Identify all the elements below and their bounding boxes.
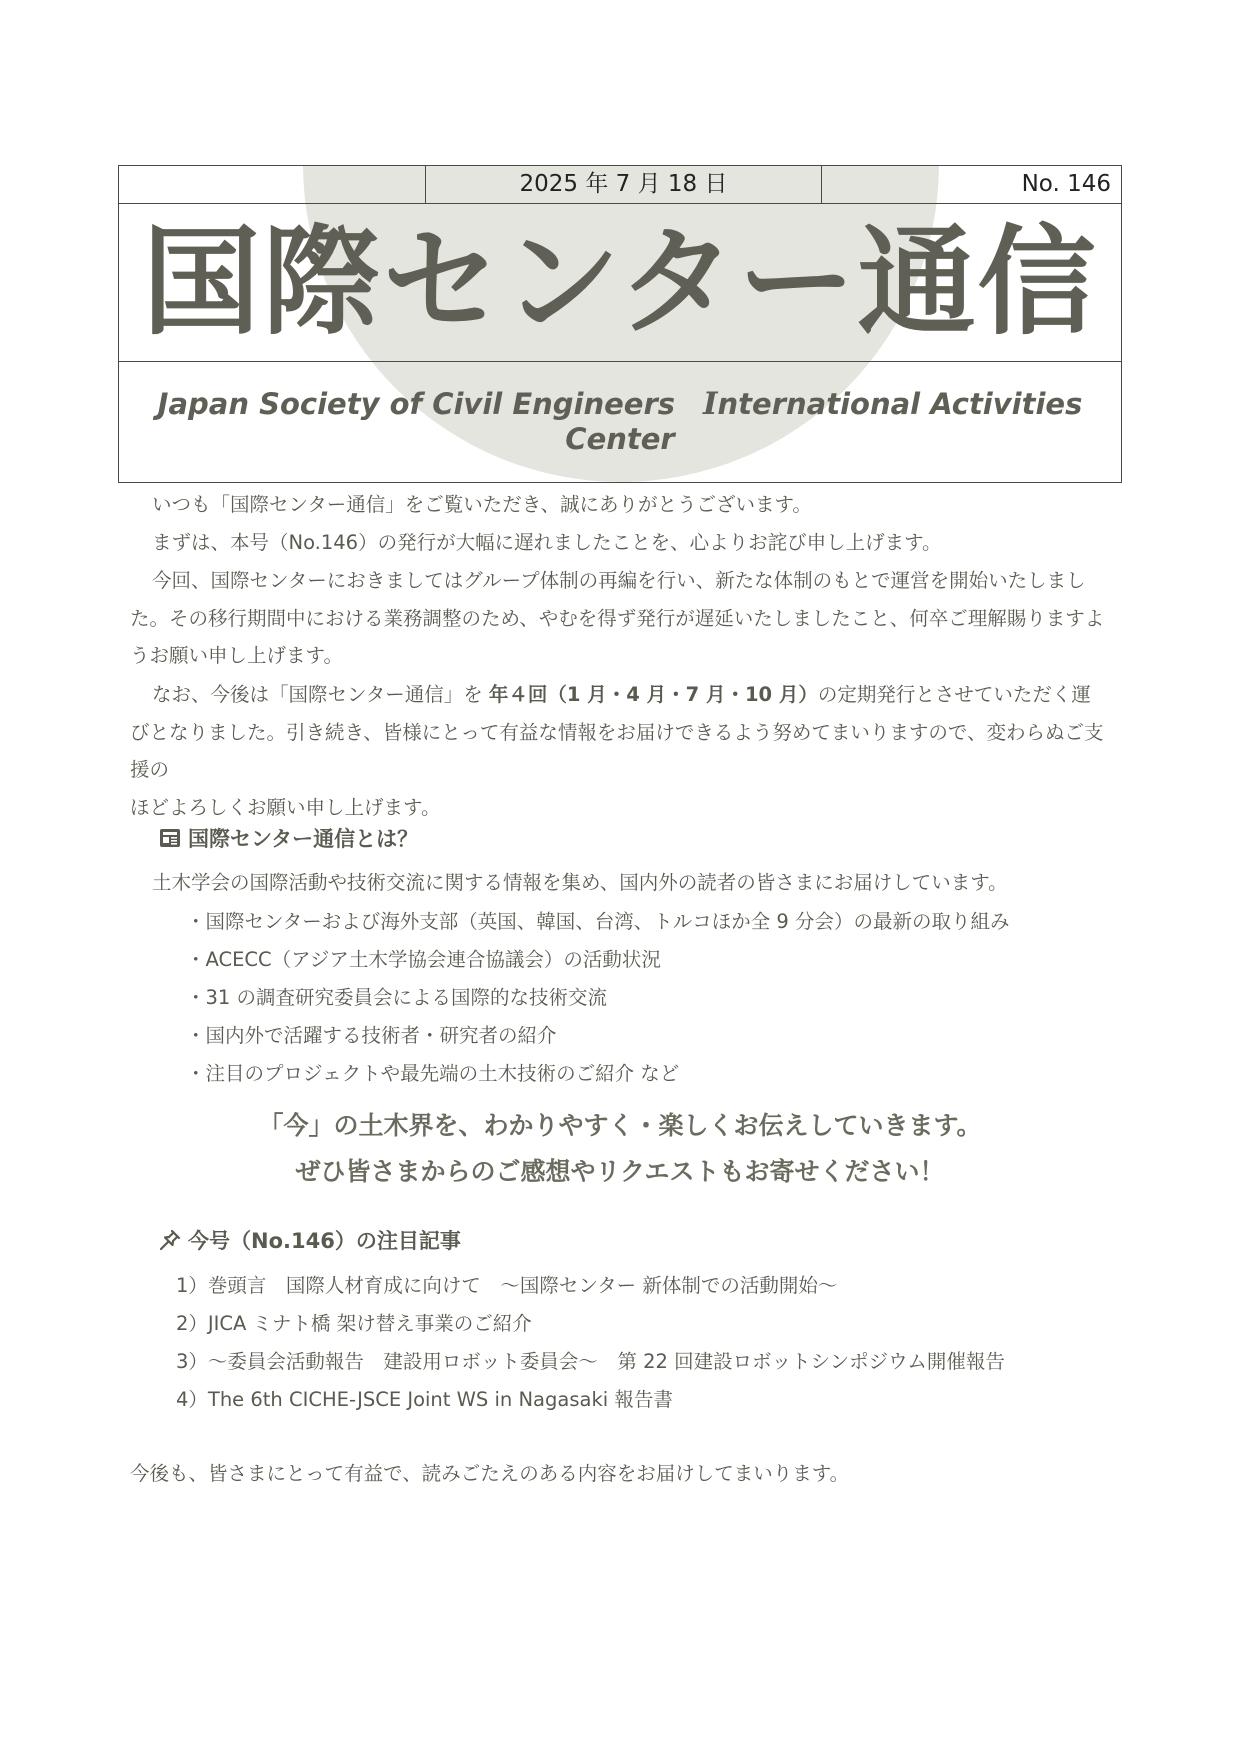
tagline-1: 「今」の土木界を、わかりやすく・楽しくお伝えしていきます。	[258, 1111, 982, 1140]
featured-heading-text: 今号（No.146）の注目記事	[188, 1229, 461, 1253]
closing-text: 今後も、皆さまにとって有益で、読みごたえのある内容をお届けしてまいります。	[130, 1462, 850, 1485]
about-heading-text: 国際センター通信とは？	[188, 827, 419, 851]
newspaper-icon	[158, 826, 182, 850]
about-heading	[158, 824, 418, 854]
intro-paragraph-3	[130, 562, 1120, 675]
intro-paragraph-1	[130, 486, 1120, 524]
about-lead: 土木学会の国際活動や技術交流に関する情報を集め、国内外の読者の皆さまにお届けしています。	[152, 871, 1008, 894]
about-topic-item: ・ACECC（アジア土木学協会連合協議会）の活動状況	[186, 948, 661, 971]
masthead-empty-cell	[119, 166, 426, 203]
organization-name-initial: I	[703, 386, 718, 422]
intro-text-3c: うお願い申し上げます。	[130, 644, 343, 667]
intro-text-4b: の定期発行とさせていただく運	[817, 683, 1091, 706]
about-topic-item: ・31 の調査研究委員会による国際的な技術交流	[186, 986, 608, 1009]
pushpin-icon	[158, 1228, 182, 1252]
organization-name	[119, 362, 1121, 482]
intro-text-4c: びとなりました。引き続き、皆様にとって有益な情報をお届けできるよう努めてまいりますので、変わらぬご支援の	[130, 720, 1104, 781]
intro-text-1: いつも「国際センター通信」をご覧いただき、誠にありがとうございます。	[152, 493, 812, 516]
tagline-2: ぜひ皆さまからのご感想やリクエストもお寄せください！	[295, 1157, 945, 1186]
featured-article-item: 4）The 6th CICHE-JSCE Joint WS in Nagasaki 報告書	[176, 1388, 673, 1411]
intro-text-3b: た。その移行期間中における業務調整のため、やむを得ず発行が遅延いたしましたこと、何卒ご理解賜りますよ	[130, 606, 1105, 630]
intro-paragraph-4	[130, 676, 1120, 826]
organization-name-part2: nternational Activities Center	[565, 387, 1083, 456]
organization-name-part1: Japan Society of Civil Engineers	[157, 387, 676, 421]
intro-text-3a: 今回、国際センターにおきましてはグループ体制の再編を行い、新たな体制のもとで運営を開始いたしまし	[152, 569, 1086, 592]
featured-article-item: 1）巻頭言 国際人材育成に向けて ～国際センター 新体制での活動開始～	[176, 1274, 838, 1297]
featured-article-item: 2）JICA ミナト橋 架け替え事業のご紹介	[176, 1312, 532, 1335]
about-topic-item: ・国内外で活躍する技術者・研究者の紹介	[186, 1024, 557, 1047]
intro-text-2: まずは、本号（No.146）の発行が大幅に遅れましたことを、心よりお詫び申し上げます。	[152, 531, 942, 554]
newsletter-title: 国際センター通信	[119, 204, 1121, 362]
about-topic-item: ・注目のプロジェクトや最先端の土木技術のご紹介 など	[186, 1062, 680, 1085]
masthead	[118, 165, 1122, 483]
featured-heading	[158, 1226, 461, 1256]
intro-paragraph-2	[130, 524, 1120, 562]
issue-date: 2025 年 7 月 18 日	[426, 166, 822, 203]
publication-schedule: 年４回（1 月・4 月・7 月・10 月）	[488, 683, 818, 706]
masthead-info-row	[119, 166, 1121, 204]
featured-article-list	[176, 1267, 1005, 1419]
featured-article-item: 3）～委員会活動報告 建設用ロボット委員会～ 第 22 回建設ロボットシンポジウム開催報告	[176, 1350, 1005, 1373]
intro-text-4a: なお、今後は「国際センター通信」を	[152, 683, 489, 706]
about-topic-list	[186, 903, 1010, 1093]
intro-text-4d: ほどよろしくお願い申し上げます。	[130, 795, 441, 819]
about-topic-item: ・国際センターおよび海外支部（英国、韓国、台湾、トルコほか全 9 分会）の最新の取り組み	[186, 910, 1010, 933]
issue-number: No. 146	[1021, 171, 1111, 197]
